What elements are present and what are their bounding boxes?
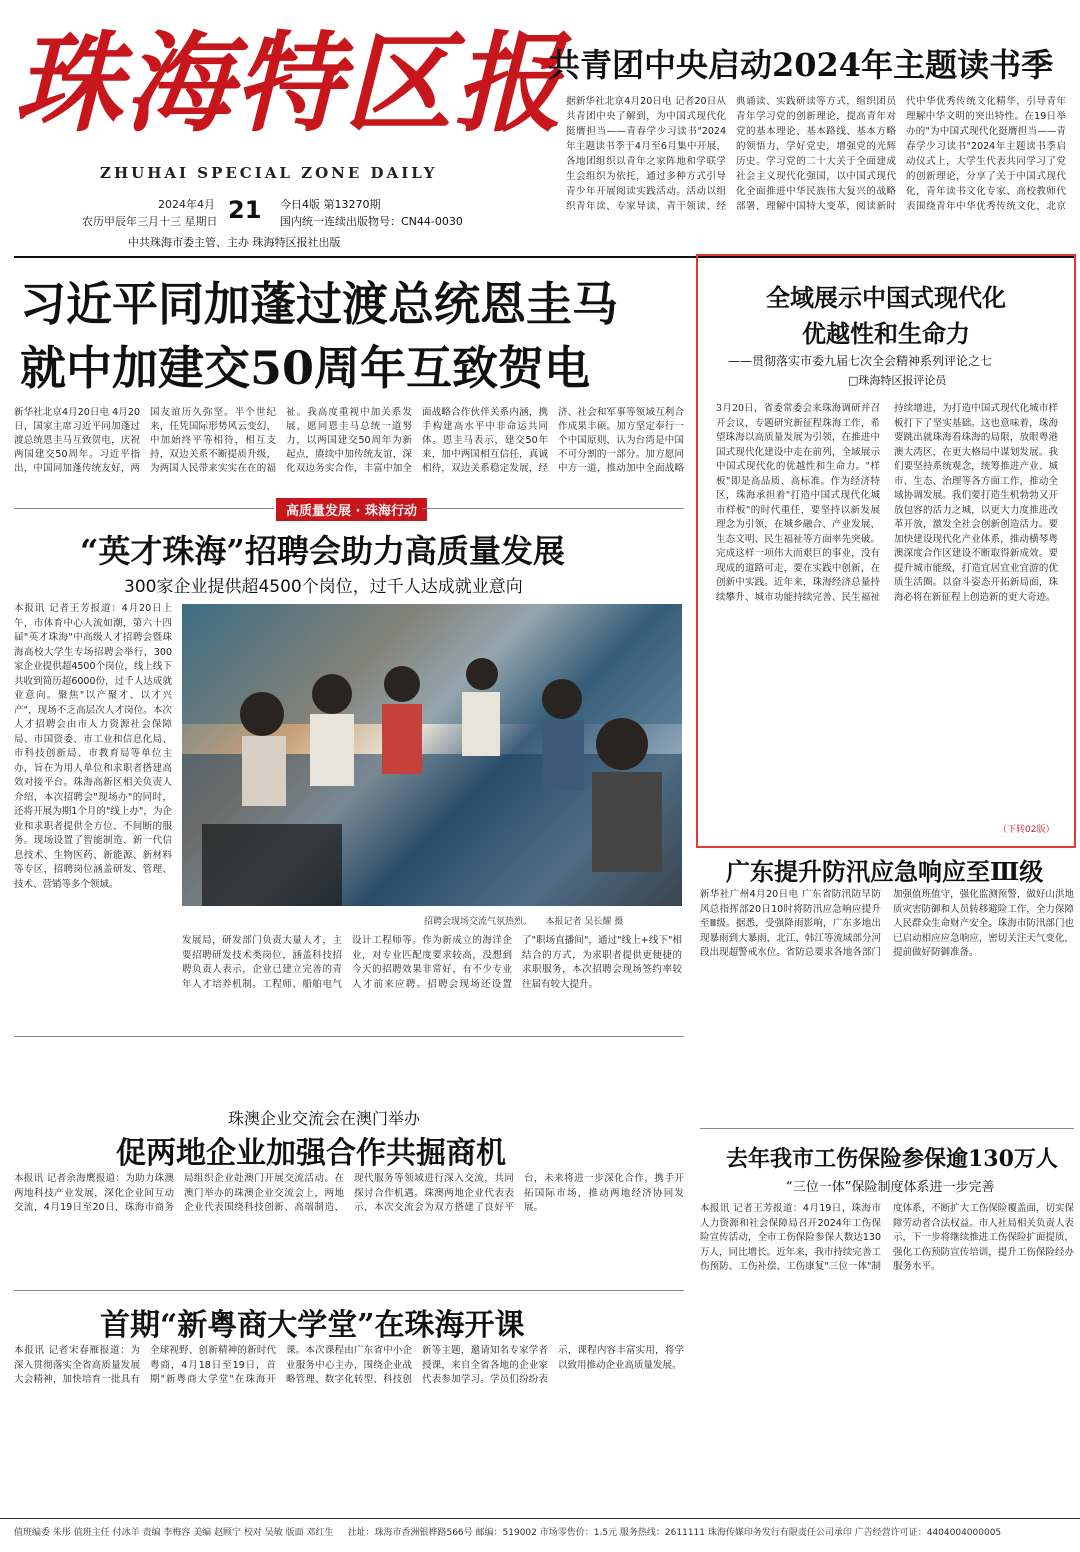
macau-text: 本报讯 记者余海鹰报道：为助力珠澳两地科技产业发展，深化企业间互动交流，4月19日至20日，珠海市商务局组织企业赴澳门开展交流活动。在澳门举办的珠澳企业交流会上，两地企业代表围绕科技创新、高端制造、现代服务等领域进行深入交流，共同探讨合作机遇。珠澳两地企业代表表示，本次交流会为双方搭建了良好平台，未来将进一步深化合作，携手开拓国际市场，推动两地经济协同发展。: [14, 1173, 684, 1213]
top-story-headline[interactable]: 共青团中央启动2024年主题读书季: [548, 46, 1054, 84]
issn: 国内统一连续出版物号：CN44-0030: [280, 215, 463, 228]
footer: [0, 1518, 1080, 1547]
lead-headline-line2[interactable]: 就中加建交50周年互致贺电: [20, 341, 591, 395]
macau-headline[interactable]: 促两地企业加强合作共掘商机: [116, 1136, 506, 1171]
insurance-text: 本报讯 记者王芳报道：4月19日，珠海市人力资源和社会保障局召开2024年工伤保险宣传活动，全市工伤保险参保人数达130万人，同比增长。近年来，我市持续完善工伤预防、工伤补偿、工伤康复"三位一体"制度体系，不断扩大工伤保险覆盖面，切实保障劳动者合法权益。市人社局相关负责人表示，下一步将继续推进工伤保险扩面提质，强化工伤预防宣传培训，提升工伤保险经办服务水平。: [700, 1203, 1074, 1272]
photo-caption: [424, 914, 623, 927]
date-block: [82, 196, 218, 230]
newspaper-logo: 珠海特区报: [14, 21, 565, 147]
school-headline[interactable]: 首期“新粤商大学堂”在珠海开课: [100, 1308, 525, 1343]
date-lunar: 农历甲辰年三月十三 星期日: [82, 215, 218, 228]
photo-illustration: [182, 604, 682, 906]
insurance-headline[interactable]: 去年我市工伤保险参保逾130万人: [726, 1146, 1058, 1172]
jobs-subheadline: 300家企业提供超4500个岗位，过千人达成就业意向: [124, 577, 523, 597]
footer-staff: 值班编委 朱彤 值班主任 付冰羊 责编 李梅容 美编 赵顾宁 校对 吴敏 版面 邓红生: [14, 1528, 334, 1538]
jobs-text-left: 本报讯 记者王芳报道：4月20日上午，市体育中心人流如潮，第六十四届"英才珠海"中高级人才招聘会暨珠海高校大学生专场招聘会举行，300家企业提供超4500个岗位，线上线下共收到简历超6000份，过千人达成就业意向。聚焦"以产聚才、以才兴产"，现场不乏高层次人才岗位。本次人才招聘会由市人力资源社会保障局、市国资委、市工业和信息化局、市科技创新局、市教育局等单位主办，旨在为用人单位和求职者搭建高效对接平台。珠海高新区相关负责人介绍，本次招聘会"现场办"的同时，还将开展为期1个月的"线上办"，为企业和求职者提供全方位、不间断的服务。现场设置了智能制造、新一代信息技术、生物医药、新能源、新材料等专区，招聘岗位涵盖研发、管理、技术、营销等多个领域。: [14, 603, 172, 890]
date-year-month: 2024年4月: [158, 198, 215, 211]
commentary-box: [696, 254, 1076, 848]
commentary-continued[interactable]: （下转02版）: [998, 825, 1055, 835]
recruitment-fair-photo: [182, 604, 682, 906]
commentary-byline: □珠海特区报评论员: [848, 374, 947, 387]
section-tag: 高质量发展 · 珠海行动: [276, 498, 427, 521]
macau-kicker: 珠澳企业交流会在澳门举办: [228, 1109, 421, 1128]
photo-credit: 本报记者 吴长耀 摄: [545, 917, 624, 927]
flood-headline[interactable]: 广东提升防汛应急响应至Ⅲ级: [726, 857, 1044, 886]
commentary-headline-line2[interactable]: 优越性和生命力: [802, 319, 970, 348]
commentary-headline-line1[interactable]: 全域展示中国式现代化: [766, 283, 1006, 312]
tag-rule-right: [422, 508, 684, 509]
insurance-subheadline: “三位一体”保险制度体系进一步完善: [786, 1180, 995, 1195]
photo-caption-text: 招聘会现场交流气氛热烈。: [424, 917, 528, 927]
footer-address: 社址：珠海市香洲银桦路566号 邮编：519002 市场零售价：1.5元 服务热线：2611111 珠海传媒印务发行有限责任公司承印 广告经营许可证：4404004000005: [347, 1528, 1002, 1538]
divider-3: [700, 1128, 1074, 1129]
lead-headline-line1[interactable]: 习近平同加蓬过渡总统恩圭马: [20, 277, 618, 331]
divider-2: [14, 1290, 684, 1291]
sponsor-line: 中共珠海市委主管、主办 珠海特区报社出版: [128, 236, 341, 249]
lead-story-text: 新华社北京4月20日电 4月20日，国家主席习近平同加蓬过渡总统恩圭马互致贺电，庆祝两国建交50周年。习近平指出，中国同加蓬传统友好，两国友谊历久弥坚。半个世纪来，任凭国际形势风云变幻，中加始终平等相待，相互支持，双边关系不断提质升级，为两国人民带来实实在在的福祉。我高度重视中加关系发展，愿同恩圭马总统一道努力，以两国建交50周年为新起点，赓续中加传统友谊，深化双边务实合作，丰富中加全面战略合作伙伴关系内涵，携手构建高水平中非命运共同体。恩圭马表示，建交50年来，加中两国相互信任，真诚相待，双边关系稳定发展，经济、社会和军事等领域互利合作成果丰硕。加方坚定奉行一个中国原则，认为台湾是中国不可分割的一部分。加方愿同中方一道，推动加中全面战略: [14, 407, 684, 474]
masthead: [14, 14, 565, 164]
jobs-text-bottom: 发展局，研发部门负责大量人才，主要招聘研发技术类岗位，涵盖科技招聘负责人表示，企业已建立完善的青年人才培养机制。工程师、船舶电气设计工程师等。作为新成立的海洋企业，对专业匹配度要求较高，没想到今天的招聘效果非常好，有不少专业人才前来应聘。招聘会现场还设置了"职场直播间"，通过"线上+线下"相结合的方式，为求职者提供更便捷的求职服务，本次招聘会现场签约率较往届有较大提升。: [182, 935, 682, 990]
commentary-subtitle: ——贯彻落实市委九届七次全会精神系列评论之七: [728, 354, 993, 368]
flood-text: 新华社广州4月20日电 广东省防汛防旱防风总指挥部20日10时将防汛应急响应提升至Ⅲ级。据悉，受强降雨影响，广东多地出现暴雨到大暴雨，北江、韩江等流域部分河段出现超警戒水位。省防总要求各地各部门加强值班值守，强化监测预警，做好山洪地质灾害防御和人员转移避险工作，全力保障人民群众生命财产安全。珠海市防汛部门也已启动相应应急响应，密切关注天气变化，提前做好防御准备。: [700, 889, 1074, 958]
issue-block: [280, 196, 463, 230]
divider-1: [14, 1036, 684, 1037]
top-story-text: 据新华社北京4月20日电 记者20日从共青团中央了解到，为中国式现代化挺膺担当——青春学少习读书"2024年主题读书季于4月至6月集中开展，各地团组织以青年之家阵地和学联学生会组织为依托，通过多种方式引导青少年开展阅读实践活动。活动以组织青年读、专家导读、青干领读、经典诵读、实践研读等方式，组织团员青年学习党的创新理论，提高青年对党的基本理论、基本路线、基本方略的领悟力，学好党史，增强党的光辉历史。学习党的二十大关于全面建成社会主义现代化强国，以中国式现代化全面推进中华民族伟大复兴的战略部署，理解中国特大变革，阅读新时代中华优秀传统文化精华，引导青年理解中华文明的突出特性。在19日举办的"为中国式现代化挺膺担当——青春学少习读书"2024年主题读书季启动仪式上，大学生代表共同学习了党的创新理论，分享了关于中国式现代化，青年读书文化专家、高校教师代表围绕青年中华优秀传统文化，北京: [566, 96, 1066, 212]
school-text: 本报讯 记者宋春雁报道：为深入贯彻落实全省高质量发展大会精神，加快培育一批具有全球视野、创新精神的新时代粤商，4月18日至19日，首期"新粤商大学堂"在珠海开课。本次课程由广东省中小企业服务中心主办，围绕企业战略管理、数字化转型、科技创新等主题，邀请知名专家学者授课，来自全省各地的企业家代表参加学习。学员们纷纷表示，课程内容丰富实用，将学以致用推动企业高质量发展。: [14, 1345, 684, 1385]
newspaper-english-name: ZHUHAI SPECIAL ZONE DAILY: [100, 164, 438, 182]
issue-number: 今日4版 第13270期: [280, 198, 381, 211]
commentary-text: 3月20日，省委常委会来珠海调研并召开会议，专题研究新征程珠海工作，希望珠海以高质量发展为引领，在推进中国式现代化建设中走在前列，全域展示中国式现代化的优越性和生命力。"样板"即是高品质、高标准。作为经济特区，珠海承担着"打造中国式现代化城市样板"的时代重任，要坚持以新发展理念为引领，在城乡融合、产业发展、生态文明、民生福祉等方面率先突破。完成这样一项伟大而艰巨的事业，没有现成的道路可走，要在实践中创新，在创新中实践。近年来，珠海经济总量持续攀升、城市功能持续完善、民生福祉持续增进，为打造中国式现代化城市样板打下了坚实基础。这也意味着，珠海要跳出就珠海看珠海的局限，放眼粤港澳大湾区，在更大格局中谋划发展。我们要坚持系统观念，统筹推进产业、城市、生态、治理等各方面工作，推动全域协调发展。我们要打造生机勃勃又开放包容的活力之城，以更大力度推进改革开放，激发全社会创新创造活力。要加快建设现代化产业体系，推动横琴粤澳深度合作区建设不断取得新成效。要提升城市能级，打造宜居宜业宜游的优质生活圈。以奋斗姿态开拓新局面，珠海必将在新征程上创造新的更大奇迹。: [716, 403, 1058, 603]
date-day: 21: [228, 196, 262, 224]
jobs-headline[interactable]: “英才珠海”招聘会助力高质量发展: [80, 532, 565, 570]
tag-rule-left: [14, 508, 274, 509]
